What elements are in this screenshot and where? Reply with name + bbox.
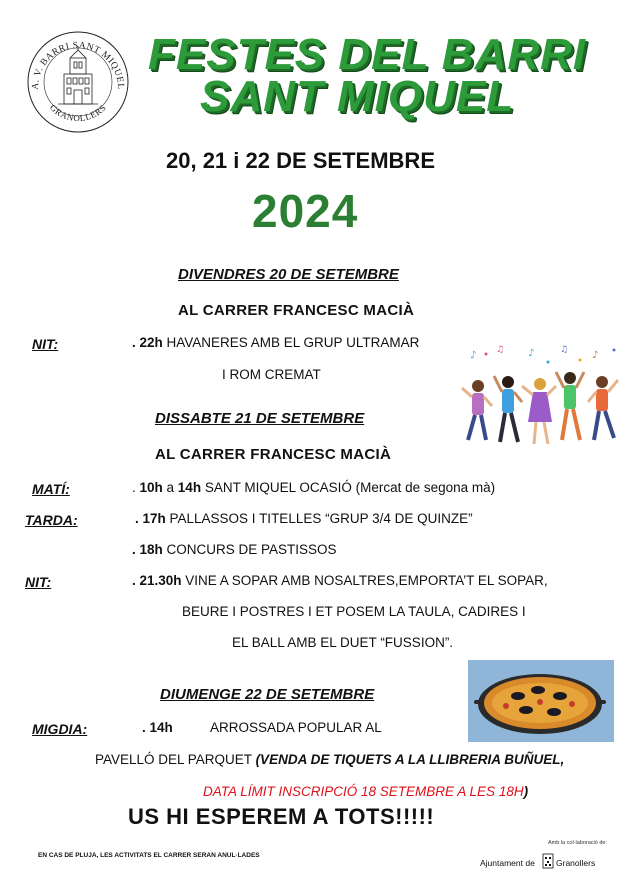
- sunday-migdia-label: MIGDIA:: [32, 721, 88, 737]
- sunday-migdia-text: ARROSSADA POPULAR AL: [210, 720, 382, 735]
- collaboration-label: Amb la col·laboració de:: [548, 840, 608, 846]
- closing-message: US HI ESPEREM A TOTS!!!!!: [128, 804, 435, 829]
- dancer-figure: [588, 376, 618, 440]
- svg-text:♪: ♪: [528, 348, 535, 359]
- saturday-tarda-event-2: [132, 542, 337, 557]
- dancer-figure: [556, 372, 584, 440]
- saturday-nit-text-2: BEURE I POSTRES I ET POSEM LA TAULA, CADIRES I: [182, 604, 526, 619]
- saturday-mati-mid: a: [162, 480, 178, 495]
- sunday-migdia-time-value: . 14h: [142, 720, 173, 735]
- saturday-heading: DISSABTE 21 DE SETEMBRE: [155, 410, 365, 427]
- dancer-figure: [522, 378, 556, 444]
- saturday-nit-event: [132, 573, 548, 588]
- sunday-tickets: (VENDA DE TIQUETS A LA LLIBRERIA BUÑUEL,: [255, 752, 565, 767]
- seal-text-top: A. V. BARRI SANT MIQUEL: [30, 40, 126, 90]
- friday-nit-text-2: I ROM CREMAT: [222, 367, 321, 382]
- sunday-deadline-line: [203, 783, 528, 801]
- saturday-tarda2-time: . 18h: [132, 542, 163, 557]
- seal-text-bottom: GRANOLLERS: [47, 102, 109, 124]
- friday-street: AL CARRER FRANCESC MACIÀ: [178, 302, 415, 319]
- friday-heading: DIVENDRES 20 DE SETEMBRE: [178, 266, 399, 283]
- svg-text:♫: ♫: [560, 345, 569, 355]
- title-line-1: FESTES DEL BARRI: [148, 30, 587, 79]
- saturday-mati-text: SANT MIQUEL OCASIÓ (Mercat de segona mà): [201, 480, 496, 495]
- sunday-deadline: DATA LÍMIT INSCRIPCIÓ 18 SETEMBRE A LES 18H: [203, 784, 524, 799]
- seal-graphic: [26, 30, 130, 134]
- svg-text:♪: ♪: [592, 350, 599, 361]
- saturday-nit-label: NIT:: [25, 574, 52, 590]
- svg-text:♪: ♪: [470, 350, 477, 361]
- saturday-mati-event: [132, 480, 495, 495]
- saturday-mati-time-end: 14h: [177, 480, 202, 495]
- sponsor-name-a: Ajuntament de: [480, 858, 535, 868]
- dancer-figure: [462, 380, 492, 440]
- sunday-heading: DIUMENGE 22 DE SETEMBRE: [160, 686, 375, 703]
- sunday-deadline-close: ): [523, 784, 529, 799]
- saturday-tarda-event: [135, 511, 473, 526]
- friday-nit-text: HAVANERES AMB EL GRUP ULTRAMAR: [162, 335, 420, 350]
- association-seal: [26, 30, 130, 134]
- saturday-nit-text-3: EL BALL AMB EL DUET “FUSSION”.: [232, 635, 454, 650]
- rain-note: EN CAS DE PLUJA, LES ACTIVITATS EL CARRER SERAN ANUL·LADES: [38, 852, 260, 859]
- svg-text:♫: ♫: [496, 345, 505, 355]
- friday-nit-label: NIT:: [32, 336, 59, 352]
- saturday-tarda-label: TARDA:: [25, 512, 78, 528]
- dancer-figure: [494, 376, 522, 442]
- saturday-nit-text: VINE A SOPAR AMB NOSALTRES,EMPORTA’T EL SOPAR,: [181, 573, 548, 588]
- saturday-mati-time-start: 10h: [139, 480, 163, 495]
- friday-nit-time: . 22h: [132, 335, 163, 350]
- saturday-street: AL CARRER FRANCESC MACIÀ: [155, 446, 392, 463]
- building-icon: [58, 46, 98, 104]
- sunday-venue: PAVELLÓ DEL PARQUET: [95, 752, 256, 767]
- city-crest-icon: [542, 852, 554, 872]
- saturday-tarda-text: PALLASSOS I TITELLES “GRUP 3/4 DE QUINZE”: [165, 511, 473, 526]
- music-notes-icon: [470, 345, 616, 364]
- friday-nit-event: [132, 335, 419, 350]
- saturday-tarda-time: . 17h: [135, 511, 166, 526]
- dancers-illustration: [456, 342, 628, 454]
- sunday-migdia-time: [142, 720, 173, 735]
- sunday-venue-line: [95, 752, 564, 767]
- sponsor-logo: [480, 852, 624, 874]
- saturday-mati-prefix: .: [132, 480, 140, 495]
- festival-dates: 20, 21 i 22 DE SETEMBRE: [166, 148, 435, 173]
- title-line-2: SANT MIQUEL: [200, 72, 515, 121]
- festival-year: 2024: [252, 185, 359, 237]
- svg-text:GRANOLLERS: [48, 102, 108, 123]
- saturday-nit-time: . 21.30h: [132, 573, 182, 588]
- saturday-tarda2-text: CONCURS DE PASTISSOS: [162, 542, 337, 557]
- sponsor-name-b: Granollers: [556, 858, 596, 868]
- paella-photo: [468, 660, 614, 742]
- saturday-mati-label: MATÍ:: [32, 481, 70, 497]
